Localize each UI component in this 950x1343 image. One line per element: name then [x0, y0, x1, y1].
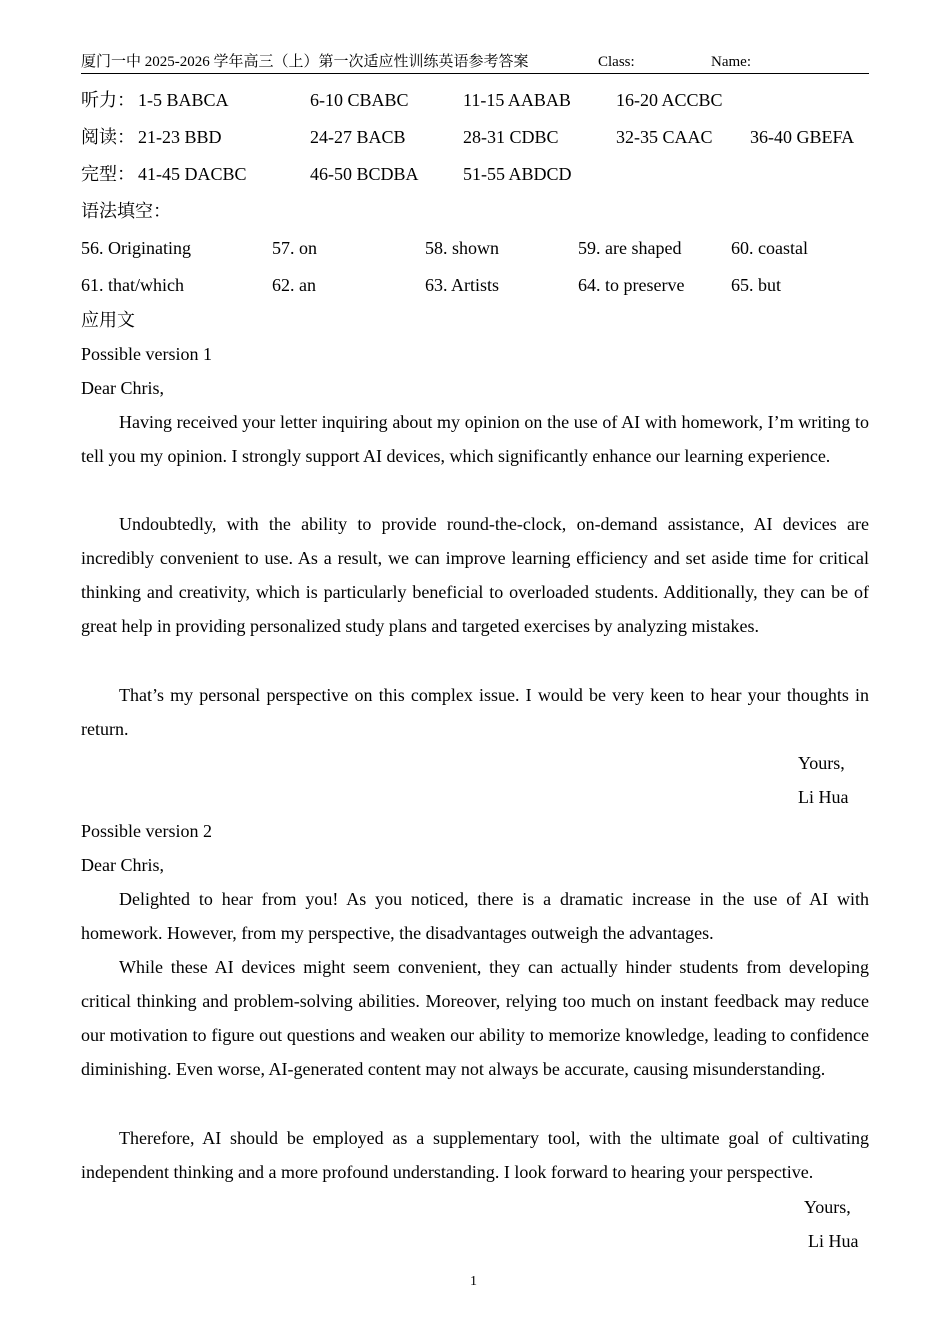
grammar-row-2	[81, 273, 881, 297]
version1-closing: Yours,	[798, 753, 845, 773]
section-label: 完型：	[81, 164, 135, 184]
version1-paragraph: That’s my personal perspective on this complex issue. I would be very keen to hear your thoughts in return.	[81, 685, 869, 739]
grammar-row-1	[81, 236, 881, 260]
answer-group: 1-5 BABCA	[138, 90, 229, 110]
answers-cloze-row	[81, 162, 881, 186]
answer-group: 51-55 ABDCD	[463, 164, 572, 184]
version1-signature: Li Hua	[798, 787, 849, 807]
grammar-answer: 63. Artists	[425, 275, 500, 295]
version1-greeting: Dear Chris,	[81, 378, 164, 398]
grammar-answer: 59. are shaped	[578, 238, 682, 258]
section-label: 听力：	[81, 90, 135, 110]
header-title: 厦门一中 2025-2026 学年高三（上）第一次适应性训练英语参考答案	[81, 54, 529, 70]
answer-group: 41-45 DACBC	[138, 164, 247, 184]
grammar-answer: 56. Originating	[81, 238, 191, 258]
header-name-label: Name:	[711, 54, 751, 70]
writing-label: 应用文	[81, 310, 135, 330]
grammar-answer: 64. to preserve	[578, 275, 685, 295]
version2-heading: Possible version 2	[81, 821, 213, 841]
answer-group: 46-50 BCDBA	[310, 164, 419, 184]
page-header	[81, 51, 869, 74]
version1-heading: Possible version 1	[81, 344, 213, 364]
answers-reading-row	[81, 125, 881, 149]
answer-group: 6-10 CBABC	[310, 90, 409, 110]
answer-group: 36-40 GBEFA	[750, 127, 855, 147]
version2-signature: Li Hua	[808, 1231, 859, 1251]
grammar-answer: 58. shown	[425, 238, 500, 258]
page-number: 1	[470, 1274, 477, 1289]
answer-group: 11-15 AABAB	[463, 90, 571, 110]
version2-greeting: Dear Chris,	[81, 855, 164, 875]
grammar-answer: 57. on	[272, 238, 317, 258]
header-class-label: Class:	[598, 54, 635, 70]
grammar-answer: 62. an	[272, 275, 316, 295]
grammar-label: 语法填空：	[81, 201, 171, 221]
grammar-answer: 65. but	[731, 275, 782, 295]
section-label: 阅读：	[81, 127, 135, 147]
answer-group: 28-31 CDBC	[463, 127, 559, 147]
version1-paragraph: Undoubtedly, with the ability to provide round-the-clock, on-demand assistance, AI devices are incredibly convenient to use. As a result, we can improve learning efficiency and set aside time for critical thinking and creativity, which is particularly beneficial to overloaded students. Additionally, they can be of great help in providing personalized study plans and targeted exercises by analyzing mistakes.	[81, 514, 869, 636]
answer-group: 21-23 BBD	[138, 127, 222, 147]
version2-closing: Yours,	[804, 1197, 851, 1217]
grammar-answer: 61. that/which	[81, 275, 184, 295]
answer-group: 32-35 CAAC	[616, 127, 713, 147]
version1-paragraph: Having received your letter inquiring about my opinion on the use of AI with homework, I’m writing to tell you my opinion. I strongly support AI devices, which significantly enhance our learning experience.	[81, 412, 869, 466]
grammar-answer: 60. coastal	[731, 238, 808, 258]
version2-paragraph: Delighted to hear from you! As you noticed, there is a dramatic increase in the use of AI with homework. However, from my perspective, the disadvantages outweigh the advantages.	[81, 889, 869, 943]
answers-listening-row	[81, 88, 881, 112]
version2-paragraph: While these AI devices might seem convenient, they can actually hinder students from developing critical thinking and problem-solving abilities. Moreover, relying too much on instant feedback may reduce our motivation to figure out questions and weaken our ability to memorize knowledge, leading to confidence diminishing. Even worse, AI-generated content may not always be accurate, causing misunderstanding.	[81, 957, 869, 1079]
version2-paragraph: Therefore, AI should be employed as a supplementary tool, with the ultimate goal of cultivating independent thinking and a more profound understanding. I look forward to hearing your perspective.	[81, 1128, 869, 1182]
answer-group: 16-20 ACCBC	[616, 90, 723, 110]
answer-group: 24-27 BACB	[310, 127, 406, 147]
